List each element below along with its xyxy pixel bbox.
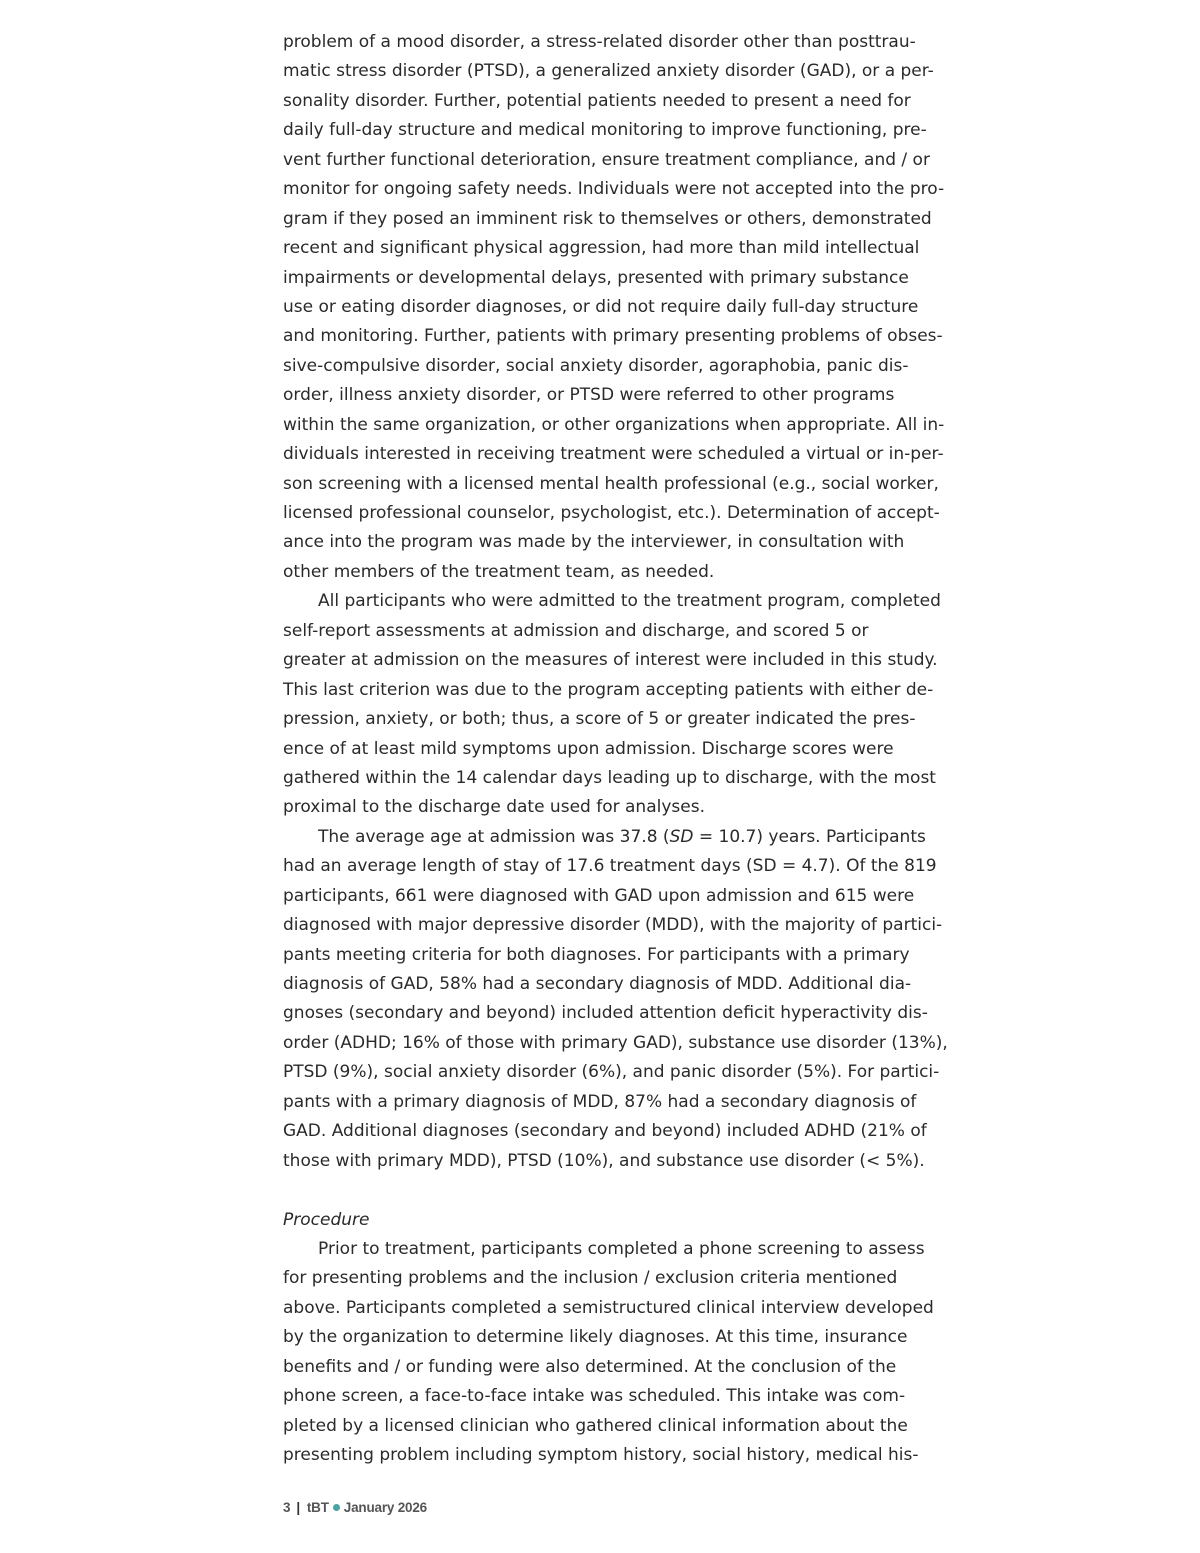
body-line: other members of the treatment team, as needed. [283,561,715,582]
age-line-after: = 10.7) years. Participants [693,826,926,847]
body-line: This last criterion was due to the program accepting patients with either de- [283,679,934,700]
body-line: vent further functional deterioration, ensure treatment compliance, and / or [283,149,930,170]
body-line: self-report assessments at admission and discharge, and scored 5 or [283,620,869,641]
body-line: for presenting problems and the inclusion / exclusion criteria mentioned [283,1268,898,1289]
body-line: ance into the program was made by the interviewer, in consultation with [283,532,905,553]
paragraph-spacer [283,1176,923,1205]
body-line: proximal to the discharge date used for analyses. [283,797,705,818]
footer-separator: | [296,1500,300,1515]
body-line: pants meeting criteria for both diagnoses. For participants with a primary [283,944,910,965]
body-line: presenting problem including symptom history, social history, medical his- [283,1445,919,1465]
body-line: within the same organization, or other organizations when appropriate. All in- [283,414,945,435]
age-line-before: The average age at admission was 37.8 ( [318,826,670,847]
body-line: All participants who were admitted to the treatment program, completed [318,591,941,612]
body-line: monitor for ongoing safety needs. Individuals were not accepted into the pro- [283,179,945,200]
bullet-dot-icon [333,1504,340,1511]
body-line: pression, anxiety, or both; thus, a score of 5 or greater indicated the pres- [283,709,916,730]
page-footer [283,1500,427,1515]
body-line: GAD. Additional diagnoses (secondary and beyond) included ADHD (21% of [283,1121,927,1142]
sd-label: SD [669,826,694,847]
body-line: use or eating disorder diagnoses, or did not require daily full-day structure [283,296,919,317]
body-line: son screening with a licensed mental health professional (e.g., social worker, [283,473,939,494]
body-line: pleted by a licensed clinician who gathered clinical information about the [283,1415,908,1436]
body-line: gnoses (secondary and beyond) included attention deficit hyperactivity dis- [283,1003,928,1024]
body-line: PTSD (9%), social anxiety disorder (6%), and panic disorder (5%). For partici- [283,1062,940,1083]
age-line [283,823,926,852]
body-line: phone screen, a face-to-face intake was scheduled. This intake was com- [283,1386,906,1407]
issue-date: January 2026 [343,1500,427,1515]
body-text-column [283,28,948,1470]
body-line: impairments or developmental delays, presented with primary substance [283,267,909,288]
body-line: by the organization to determine likely diagnoses. At this time, insurance [283,1327,908,1348]
body-line: participants, 661 were diagnosed with GAD upon admission and 615 were [283,885,915,906]
body-line: daily full-day structure and medical monitoring to improve functioning, pre- [283,120,927,141]
body-line: matic stress disorder (PTSD), a generalized anxiety disorder (GAD), or a per- [283,61,934,82]
body-line: recent and significant physical aggression, had more than mild intellectual [283,238,920,259]
body-line: had an average length of stay of 17.6 treatment days (SD = 4.7). Of the 819 [283,856,937,877]
body-line: problem of a mood disorder, a stress-related disorder other than posttrau- [283,32,916,52]
body-line: dividuals interested in receiving treatment were scheduled a virtual or in-per- [283,444,944,465]
body-line: and monitoring. Further, patients with primary presenting problems of obses- [283,326,943,347]
body-line: diagnosis of GAD, 58% had a secondary diagnosis of MDD. Additional dia- [283,974,912,994]
section-heading-procedure: Procedure [283,1209,370,1230]
body-line: above. Participants completed a semistructured clinical interview developed [283,1297,934,1318]
body-line: diagnosed with major depressive disorder (MDD), with the majority of partici- [283,915,943,936]
body-line: order (ADHD; 16% of those with primary GAD), substance use disorder (13%), [283,1032,948,1053]
body-line: Prior to treatment, participants completed a phone screening to assess [318,1238,925,1259]
journal-name: tBT [306,1500,329,1515]
body-line: those with primary MDD), PTSD (10%), and substance use disorder (< 5%). [283,1150,925,1171]
body-line: ence of at least mild symptoms upon admission. Discharge scores were [283,738,894,759]
body-line: greater at admission on the measures of interest were included in this study. [283,650,938,671]
body-line: sonality disorder. Further, potential patients needed to present a need for [283,90,911,111]
body-line: sive-compulsive disorder, social anxiety disorder, agoraphobia, panic dis- [283,355,909,376]
body-line: pants with a primary diagnosis of MDD, 87% had a secondary diagnosis of [283,1091,917,1112]
body-line: gathered within the 14 calendar days leading up to discharge, with the most [283,767,936,788]
body-line: licensed professional counselor, psychologist, etc.). Determination of accept- [283,503,940,523]
body-line: order, illness anxiety disorder, or PTSD were referred to other programs [283,385,895,406]
body-line: gram if they posed an imminent risk to themselves or others, demonstrated [283,208,932,229]
page-number: 3 [283,1500,291,1515]
body-line: benefits and / or funding were also determined. At the conclusion of the [283,1356,897,1377]
